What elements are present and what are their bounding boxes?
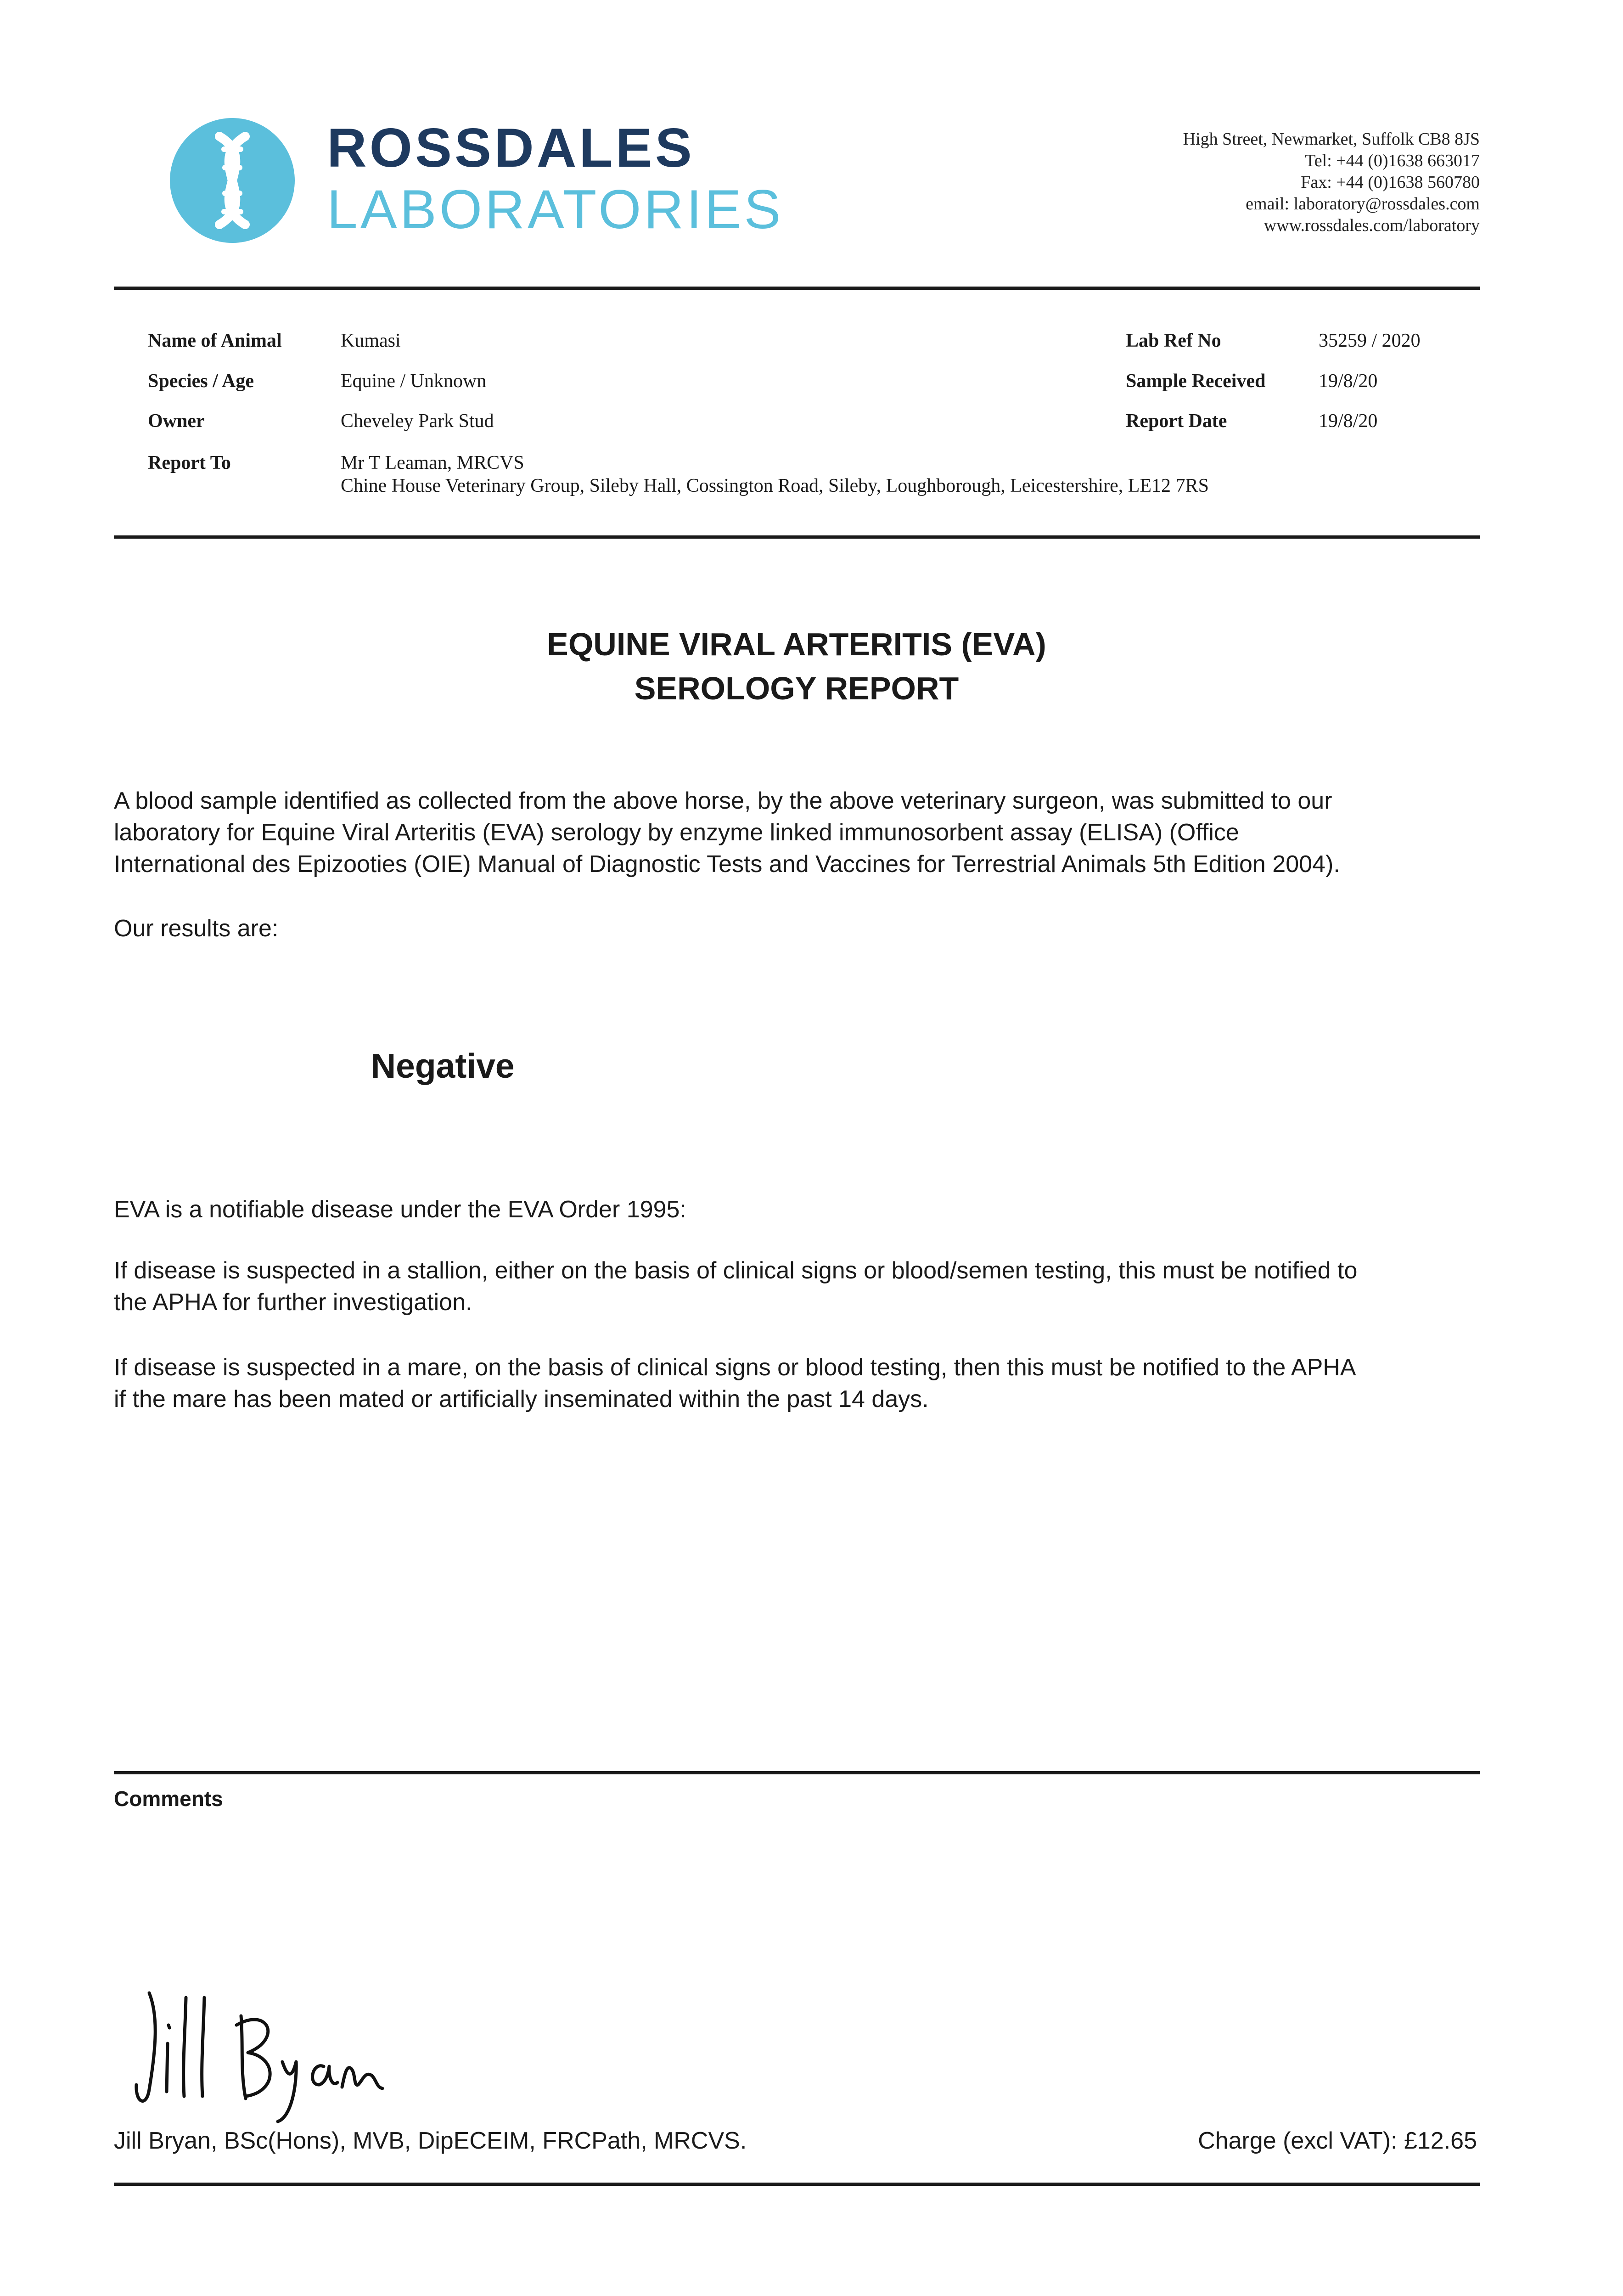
owner-label: Owner	[148, 411, 205, 432]
charge-amount: Charge (excl VAT): £12.65	[1198, 2127, 1477, 2154]
mare-paragraph	[114, 1352, 1487, 1415]
lab-ref-label: Lab Ref No	[1126, 330, 1221, 351]
results-intro: Our results are:	[114, 915, 279, 942]
brand-name: ROSSDALES	[327, 117, 695, 179]
species-label: Species / Age	[148, 371, 254, 392]
mare-line: if the mare has been mated or artificially inseminated within the past 14 days.	[114, 1386, 929, 1412]
address: High Street, Newmarket, Suffolk CB8 8JS	[1183, 129, 1480, 149]
report-title-line1: EQUINE VIRAL ARTERITIS (EVA)	[547, 626, 1046, 662]
sample-received-label: Sample Received	[1126, 371, 1266, 392]
report-date-value: 19/8/20	[1319, 411, 1378, 432]
intro-paragraph	[114, 785, 1487, 880]
species-value: Equine / Unknown	[341, 371, 487, 392]
email: email: laboratory@rossdales.com	[1246, 194, 1480, 214]
result-value: Negative	[371, 1047, 515, 1085]
details-divider	[114, 535, 1480, 539]
signature-image	[131, 1988, 388, 2126]
report-title-line2: SEROLOGY REPORT	[634, 670, 959, 706]
report-to-name: Mr T Leaman, MRCVS	[341, 452, 524, 473]
intro-line: International des Epizooties (OIE) Manual of Diagnostic Tests and Vaccines for Terrestrial Animals 5th Edition 2004).	[114, 851, 1340, 878]
contact-block	[1183, 129, 1480, 236]
mare-line: If disease is suspected in a mare, on the basis of clinical signs or blood testing, then this must be notified to the APHA	[114, 1354, 1356, 1381]
stallion-paragraph	[114, 1255, 1487, 1318]
name-value: Kumasi	[341, 330, 401, 351]
stallion-line: the APHA for further investigation.	[114, 1289, 472, 1316]
comments-label: Comments	[114, 1787, 223, 1811]
intro-line: A blood sample identified as collected from the above horse, by the above veterinary surgeon, was submitted to our	[114, 788, 1332, 814]
sample-received-value: 19/8/20	[1319, 371, 1378, 392]
signer-name: Jill Bryan, BSc(Hons), MVB, DipECEIM, FRCPath, MRCVS.	[114, 2127, 747, 2154]
telephone: Tel: +44 (0)1638 663017	[1305, 151, 1480, 170]
fax: Fax: +44 (0)1638 560780	[1301, 173, 1480, 192]
header-divider	[114, 287, 1480, 290]
owner-value: Cheveley Park Stud	[341, 411, 494, 432]
dna-helix-icon	[170, 118, 295, 243]
report-date-label: Report Date	[1126, 411, 1227, 432]
intro-line: laboratory for Equine Viral Arteritis (EVA) serology by enzyme linked immunosorbent assay (ELISA) (Office	[114, 819, 1239, 846]
brand-subtitle: LABORATORIES	[327, 179, 784, 240]
report-to-label: Report To	[148, 452, 231, 473]
website: www.rossdales.com/laboratory	[1264, 216, 1480, 235]
comments-divider	[114, 1771, 1480, 1774]
report-to-address: Chine House Veterinary Group, Sileby Hall, Cossington Road, Sileby, Loughborough, Leicestershire, LE12 7RS	[341, 475, 1209, 496]
notifiable-statement: EVA is a notifiable disease under the EVA Order 1995:	[114, 1196, 686, 1223]
footer-divider	[114, 2183, 1480, 2186]
lab-ref-value: 35259 / 2020	[1319, 330, 1421, 351]
stallion-line: If disease is suspected in a stallion, either on the basis of clinical signs or blood/semen testing, this must be notified to	[114, 1257, 1358, 1284]
name-label: Name of Animal	[148, 330, 282, 351]
